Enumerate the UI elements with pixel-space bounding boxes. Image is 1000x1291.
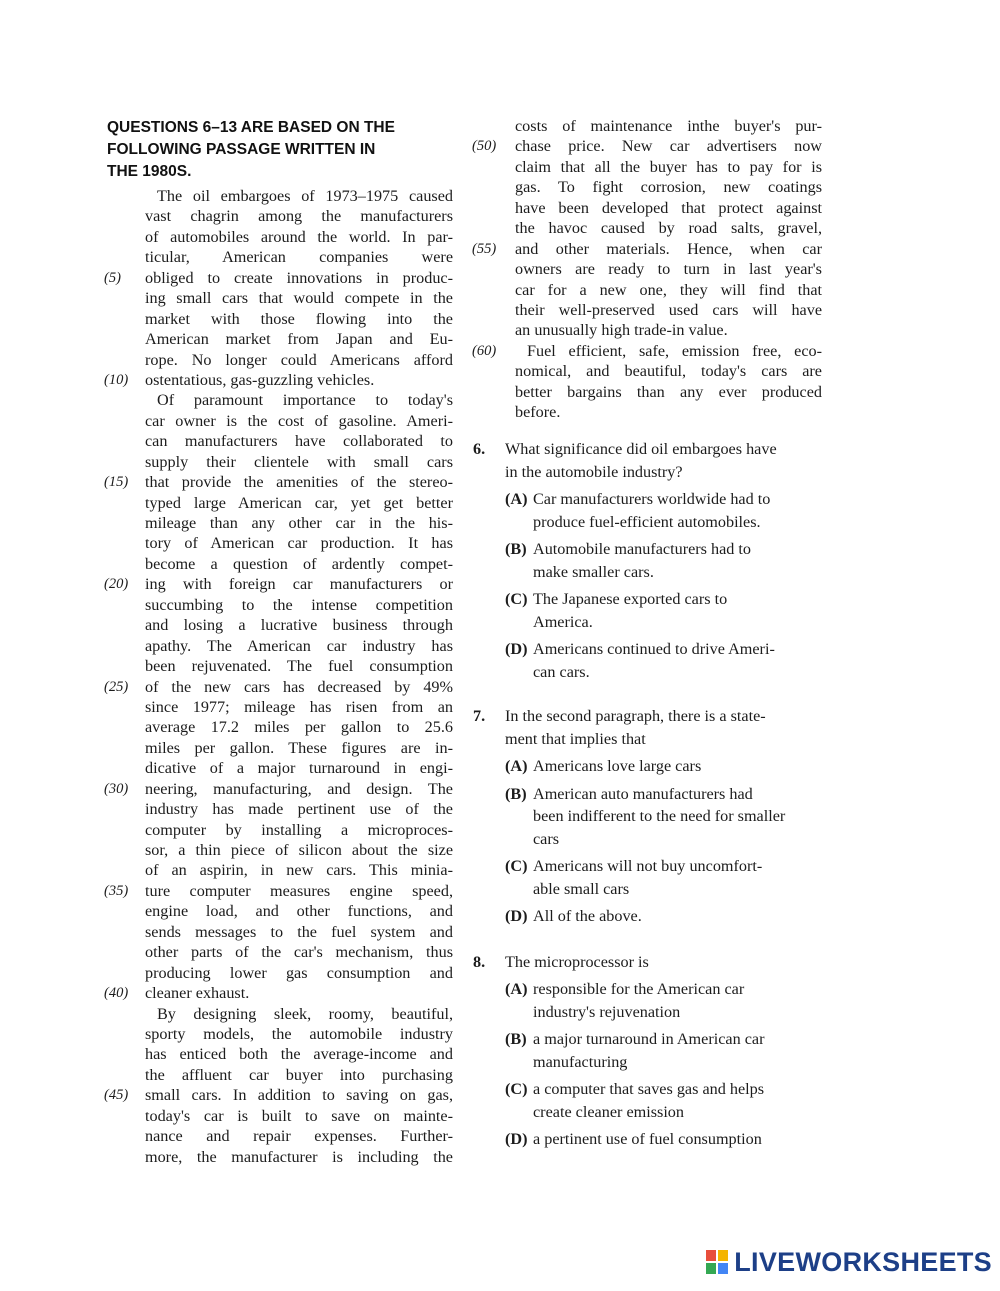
line-text: claim that all the buyer has to pay for is (515, 157, 822, 176)
passage-line (145, 1044, 453, 1064)
passage-line (145, 942, 453, 962)
line-text: miles per gallon. These figures are in- (145, 738, 453, 757)
option-text: a pertinent use of fuel consumption (533, 1130, 762, 1148)
line-text: can manufacturers have collaborated to (145, 432, 453, 451)
question (473, 951, 825, 974)
passage-line (145, 329, 453, 349)
line-text: ostentatious, gas-guzzling vehicles. (145, 370, 375, 389)
passage-line (145, 227, 453, 247)
line-text: sporty models, the automobile industry (145, 1024, 453, 1043)
option-text: Americans will not buy uncomfort- (533, 857, 763, 875)
passage-line (145, 1024, 453, 1044)
line-text: obliged to create innovations in produc- (145, 268, 453, 287)
option-text: cars (533, 829, 560, 848)
option-label: (A) (505, 490, 528, 508)
passage-line (145, 1065, 453, 1085)
passage-line (145, 1126, 453, 1146)
passage-line (145, 554, 453, 574)
line-text: vast chagrin among the manufacturers (145, 207, 453, 226)
option-text: manufacturing (533, 1052, 628, 1071)
heading-line: QUESTIONS 6–13 ARE BASED ON THE (107, 119, 395, 136)
line-text: of the new cars has decreased by 49% (145, 677, 453, 696)
passage-line (515, 177, 822, 197)
line-text: car for a new one, they will find that (515, 280, 822, 299)
option-label: (D) (505, 640, 528, 658)
passage-left-column (104, 186, 453, 1167)
passage-line (145, 840, 453, 860)
option-label: (D) (505, 1130, 528, 1148)
logo-icon (706, 1250, 728, 1274)
passage-line (145, 247, 453, 267)
option-text: a major turnaround in American car (533, 1030, 765, 1048)
passage-line (145, 717, 453, 737)
logo-square (718, 1263, 728, 1274)
line-text: American market from Japan and Eu- (145, 330, 453, 349)
option-text: Car manufacturers worldwide had to (533, 490, 771, 508)
line-text: ing small cars that would compete in the (145, 289, 453, 308)
option-text: able small cars (533, 879, 630, 898)
line-number: (15) (104, 474, 129, 491)
passage-line (104, 677, 453, 697)
passage-line (515, 218, 822, 238)
passage-line (145, 390, 453, 410)
question-text: The microprocessor is (505, 952, 649, 971)
line-number: (50) (472, 138, 497, 155)
passage-line (145, 1106, 453, 1126)
option-text: produce fuel-efficient automobiles. (533, 512, 761, 531)
question-number: 7. (473, 707, 486, 725)
option-text: industry's rejuvenation (533, 1002, 681, 1021)
answer-option[interactable] (505, 1128, 825, 1151)
line-text: other parts of the car's mechanism, thus (145, 943, 453, 962)
passage-line (515, 259, 822, 279)
line-text: industry has made pertinent use of the (145, 800, 453, 819)
heading-line: FOLLOWING PASSAGE WRITTEN IN (107, 141, 376, 158)
logo-text: LIVEWORKSHEETS (734, 1246, 992, 1277)
passage-line (145, 513, 453, 533)
line-text: ing with foreign car manufacturers or (145, 575, 453, 594)
option-text: Americans love large cars (533, 757, 702, 775)
passage-line (515, 116, 822, 136)
passage-line (515, 402, 822, 422)
passage-line (515, 157, 822, 177)
question-text: in the automobile industry? (505, 462, 683, 481)
passage-line (145, 799, 453, 819)
line-text: owners are ready to turn in last year's (515, 260, 822, 279)
passage-line (145, 186, 453, 206)
question-text: What significance did oil embargoes have (505, 440, 777, 458)
line-text: apathy. The American car industry has (145, 636, 453, 655)
passage-line (104, 472, 453, 492)
line-text: The oil embargoes of 1973–1975 caused (157, 187, 453, 205)
line-text: sor, a thin piece of silicon about the size (145, 841, 453, 859)
line-text: and losing a lucrative business through (145, 616, 453, 635)
line-text: of an aspirin, in new cars. This minia- (145, 861, 453, 880)
option-text: can cars. (533, 662, 590, 681)
line-number: (5) (104, 269, 121, 286)
line-text: their well-preserved used cars will have (515, 300, 822, 319)
line-text: supply their clientele with small cars (145, 452, 453, 471)
passage-line (145, 350, 453, 370)
line-text: the havoc caused by road salts, gravel, (515, 219, 822, 238)
line-text: small cars. In addition to saving on gas, (145, 1086, 453, 1105)
line-number: (40) (104, 985, 129, 1002)
line-text: ture computer measures engine speed, (145, 881, 453, 900)
passage-line (104, 881, 453, 901)
passage-line (145, 493, 453, 513)
passage-line (145, 1147, 453, 1167)
line-text: have been developed that protect against (515, 198, 822, 217)
passage-line (145, 533, 453, 553)
passage-right-column (472, 116, 822, 423)
passage-line (472, 239, 822, 259)
option-label: (B) (505, 784, 527, 803)
passage-line (145, 411, 453, 431)
option-label: (B) (505, 540, 527, 558)
line-number: (30) (104, 780, 129, 797)
passage-line (145, 901, 453, 921)
answer-option[interactable] (505, 638, 825, 683)
line-text: an unusually high trade-in value. (515, 321, 728, 340)
passage-line (515, 320, 822, 340)
answer-option[interactable] (505, 538, 825, 583)
line-text: car owner is the cost of gasoline. Ameri- (145, 411, 453, 430)
line-text: that provide the amenities of the stereo- (145, 473, 453, 492)
line-text: nance and repair expenses. Further- (145, 1127, 453, 1146)
question-number: 6. (473, 440, 486, 458)
passage-line (145, 963, 453, 983)
line-text: sends messages to the fuel system and (145, 922, 453, 941)
passage-line (145, 860, 453, 880)
question-text: ment that implies that (505, 729, 646, 748)
option-label: (A) (505, 757, 528, 775)
option-label: (C) (505, 590, 528, 608)
question (473, 438, 825, 483)
passage-line (145, 697, 453, 717)
line-number: (10) (104, 371, 129, 388)
passage-line (145, 738, 453, 758)
option-text: create cleaner emission (533, 1102, 684, 1121)
passage-line (104, 268, 453, 288)
question (473, 705, 825, 750)
logo-square (706, 1263, 716, 1274)
answer-option[interactable] (505, 1078, 825, 1123)
option-text: a computer that saves gas and helps (533, 1080, 765, 1098)
passage-line (145, 656, 453, 676)
passage-line (145, 636, 453, 656)
option-label: (B) (505, 1030, 527, 1048)
option-text: American auto manufacturers had (533, 784, 753, 803)
line-text: better bargains than any ever produced (515, 382, 822, 401)
passage-line (145, 431, 453, 451)
passage-line (515, 300, 822, 320)
line-text: ticular, American companies were (145, 248, 453, 267)
option-text: make smaller cars. (533, 562, 654, 581)
line-number: (25) (104, 678, 129, 695)
line-text: become a question of ardently compet- (145, 554, 453, 573)
answer-option[interactable] (505, 755, 825, 778)
passage-line (104, 574, 453, 594)
passage-line (104, 1085, 453, 1105)
logo-square (706, 1250, 716, 1261)
option-label: (C) (505, 857, 528, 875)
passage-line (472, 341, 822, 361)
passage-line (145, 206, 453, 226)
line-text: engine load, and other functions, and (145, 902, 453, 921)
line-text: By designing sleek, roomy, beautiful, (157, 1004, 453, 1023)
passage-line (515, 198, 822, 218)
line-text: has enticed both the average-income and (145, 1045, 453, 1064)
line-text: neering, manufacturing, and design. The (145, 779, 453, 798)
option-text: Automobile manufacturers had to (533, 540, 752, 558)
question-text: In the second paragraph, there is a state- (505, 707, 766, 725)
line-text: producing lower gas consumption and (145, 963, 453, 982)
option-text: America. (533, 612, 593, 631)
line-text: the affluent car buyer into purchasing (145, 1065, 453, 1084)
line-text: today's car is built to save on mainte- (145, 1106, 453, 1125)
passage-line (472, 136, 822, 156)
answer-option[interactable] (505, 783, 825, 851)
line-number: (45) (104, 1087, 129, 1104)
answer-option[interactable] (505, 978, 825, 1023)
line-number: (20) (104, 576, 129, 593)
option-text: The Japanese exported cars to (533, 590, 728, 608)
line-text: of automobiles around the world. In par- (145, 227, 453, 246)
line-number: (55) (472, 240, 497, 257)
option-label: (A) (505, 980, 528, 998)
passage-line (145, 820, 453, 840)
questions-section (473, 438, 825, 1151)
line-text: mileage than any other car in the his- (145, 514, 453, 532)
option-text: been indifferent to the need for smaller (533, 807, 786, 825)
line-text: rope. No longer could Americans afford (145, 350, 453, 369)
option-label: (D) (505, 907, 528, 925)
line-text: succumbing to the intense competition (145, 595, 453, 614)
option-text: All of the above. (533, 907, 642, 925)
line-text: more, the manufacturer is including the (145, 1147, 453, 1166)
option-text: responsible for the American car (533, 980, 745, 998)
answer-option[interactable] (505, 855, 825, 900)
line-text: computer by installing a microproces- (145, 820, 453, 839)
question-number: 8. (473, 952, 486, 971)
line-text: gas. To fight corrosion, new coatings (515, 178, 822, 197)
line-text: Of paramount importance to today's (157, 391, 453, 410)
passage-line (145, 1004, 453, 1024)
answer-option[interactable] (505, 1028, 825, 1073)
passage-line (104, 983, 453, 1003)
line-text: dicative of a major turnaround in engi- (145, 759, 453, 778)
line-text: average 17.2 miles per gallon to 25.6 (145, 718, 453, 737)
option-text: Americans continued to drive Ameri- (533, 640, 775, 658)
passage-line (145, 758, 453, 778)
passage-line (515, 361, 822, 381)
heading-line: THE 1980S. (107, 163, 192, 180)
liveworksheets-logo (706, 1245, 992, 1279)
passage-line (104, 370, 453, 390)
line-number: (60) (472, 342, 497, 359)
line-text: Fuel efficient, safe, emission free, eco- (527, 341, 822, 360)
answer-option[interactable] (505, 488, 825, 533)
answer-option[interactable] (505, 905, 825, 928)
passage-heading (107, 117, 437, 183)
passage-line (145, 922, 453, 942)
line-number: (35) (104, 882, 129, 899)
line-text: cleaner exhaust. (145, 984, 250, 1003)
passage-line (145, 452, 453, 472)
line-text: been rejuvenated. The fuel consumption (145, 657, 453, 676)
answer-option[interactable] (505, 588, 825, 633)
passage-line (515, 382, 822, 402)
passage-line (145, 288, 453, 308)
line-text: market with those flowing into the (145, 309, 453, 328)
passage-line (145, 615, 453, 635)
line-text: before. (515, 403, 561, 422)
line-text: chase price. New car advertisers now (515, 137, 822, 156)
passage-line (104, 779, 453, 799)
line-text: since 1977; mileage has risen from an (145, 697, 453, 716)
line-text: costs of maintenance inthe buyer's pur- (515, 117, 822, 135)
passage-line (145, 309, 453, 329)
option-label: (C) (505, 1080, 528, 1098)
logo-square (718, 1250, 728, 1261)
line-text: and other materials. Hence, when car (515, 239, 822, 258)
line-text: nomical, and beautiful, today's cars are (515, 362, 822, 381)
line-text: typed large American car, yet get better (145, 493, 453, 512)
line-text: tory of American car production. It has (145, 534, 453, 553)
passage-line (515, 280, 822, 300)
passage-line (145, 595, 453, 615)
